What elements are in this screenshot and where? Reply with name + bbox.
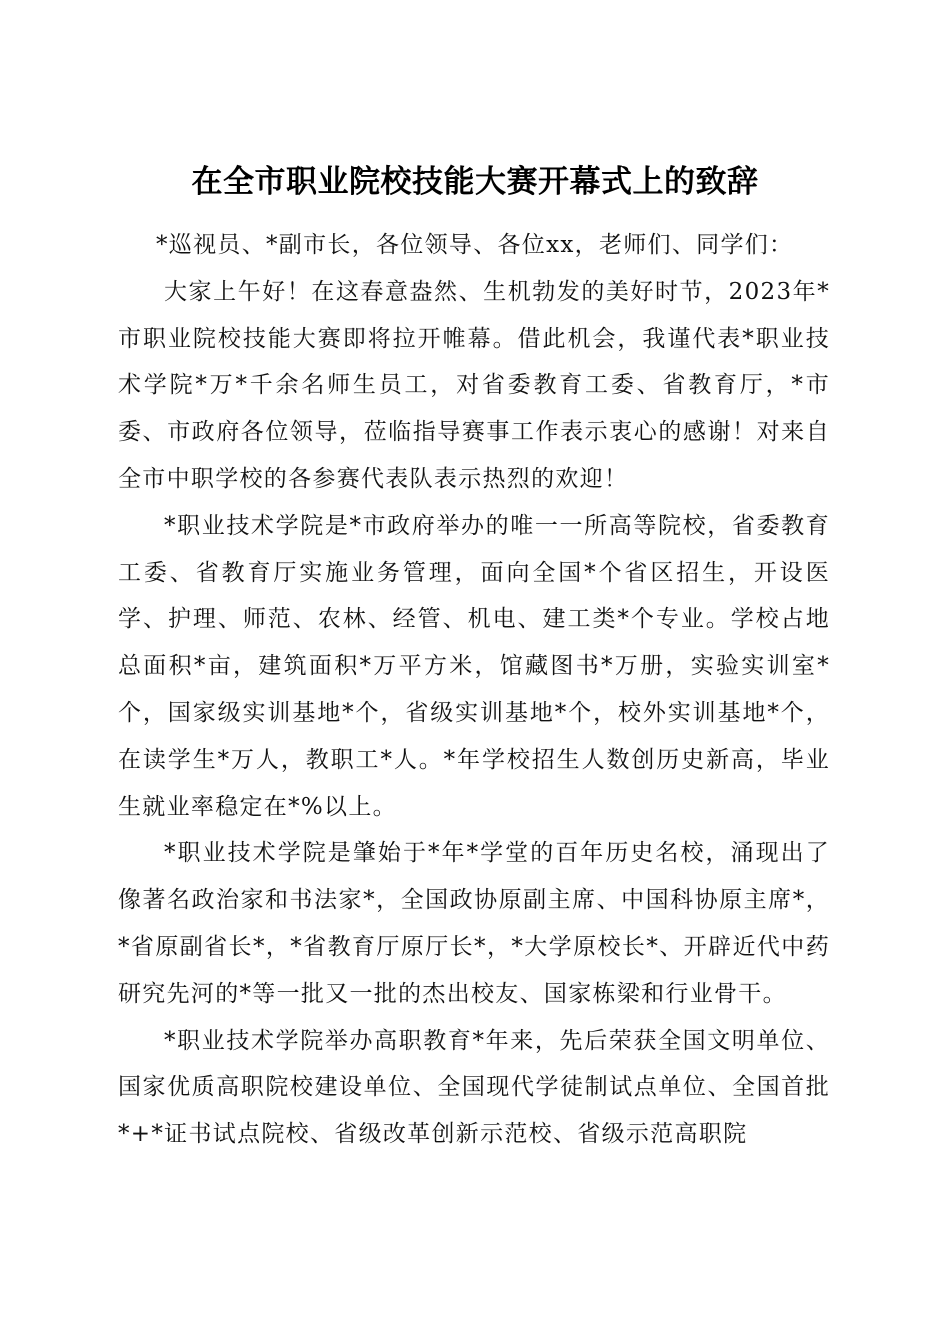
school-honors-paragraph: *职业技术学院举办高职教育*年来，先后荣获全国文明单位、国家优质高职院校建设单位、全国现代学徒制试点单位、全国首批*+*证书试点院校、省级改革创新示范校、省级示范高职院 bbox=[118, 1027, 830, 1148]
school-history-paragraph: *职业技术学院是肇始于*年*学堂的百年历史名校，涌现出了像著名政治家和书法家*，全国政协原副主席、中国科协原主席*，*省原副省长*，*省教育厅原厅长*，*大学原校长*、开辟近代中药研究先河的*等一批又一批的杰出校友、国家栋梁和行业骨干。 bbox=[118, 840, 830, 1007]
document-title: 在全市职业院校技能大赛开幕式上的致辞 bbox=[191, 163, 759, 200]
salutation-paragraph: *巡视员、*副市长，各位领导、各位xx，老师们、同学们： bbox=[156, 232, 794, 258]
greeting-paragraph: 大家上午好！在这春意盎然、生机勃发的美好时节，2023年*市职业院校技能大赛即将拉开帷幕。借此机会，我谨代表*职业技术学院*万*千余名师生员工，对省委教育工委、省教育厅，*市委、市政府各位领导，莅临指导赛事工作表示衷心的感谢！对来自全市中职学校的各参赛代表队表示热烈的欢迎！ bbox=[118, 278, 830, 492]
school-overview-paragraph: *职业技术学院是*市政府举办的唯一一所高等院校，省委教育工委、省教育厅实施业务管理，面向全国*个省区招生，开设医学、护理、师范、农林、经管、机电、建工类*个专业。学校占地总面积*亩，建筑面积*万平方米，馆藏图书*万册，实验实训室*个，国家级实训基地*个，省级实训基地*个，校外实训基地*个，在读学生*万人，教职工*人。*年学校招生人数创历史新高，毕业生就业率稳定在*%以上。 bbox=[118, 512, 830, 820]
document-body bbox=[118, 222, 830, 1158]
